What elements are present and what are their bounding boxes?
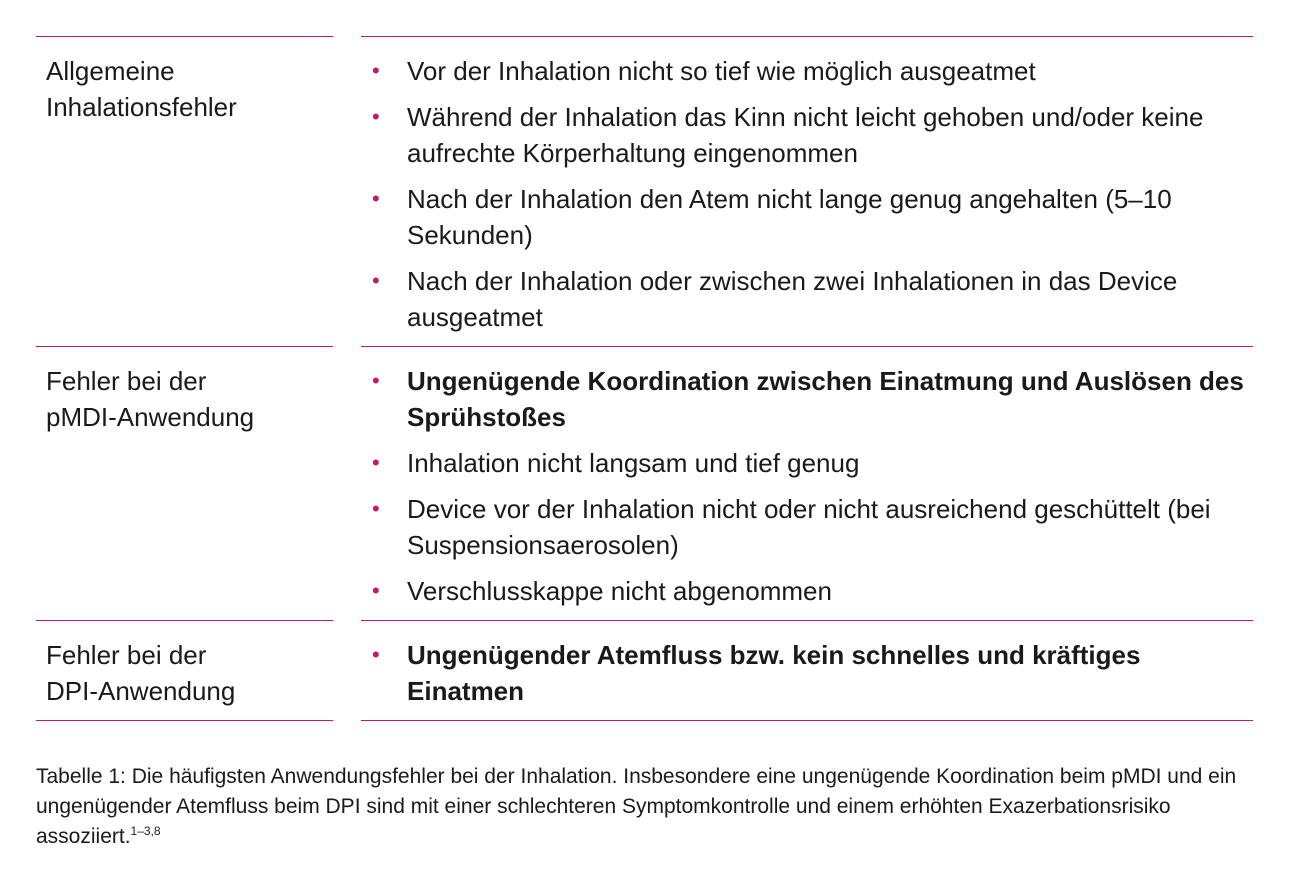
category-line: Allgemeine — [46, 56, 175, 86]
category-line: Inhalationsfehler — [46, 92, 237, 122]
caption-reference: 1–3,8 — [130, 824, 161, 838]
items-cell — [361, 620, 1253, 720]
list-item-text: Ungenügende Koordination zwischen Einatmung und Auslösen des Sprühstoßes — [407, 366, 1244, 432]
bullet-icon: • — [372, 186, 380, 211]
list-item — [361, 573, 1253, 609]
list-item — [361, 99, 1253, 171]
bullet-icon: • — [372, 450, 380, 475]
table-row — [36, 36, 1253, 346]
items-cell — [361, 36, 1253, 346]
list-item-text: Verschlusskappe nicht abgenommen — [407, 576, 832, 606]
bullet-icon: • — [372, 578, 380, 603]
table-row — [36, 620, 1253, 720]
bullet-icon: • — [372, 58, 380, 83]
bullet-icon: • — [372, 268, 380, 293]
table-bottom-rule — [361, 720, 1253, 721]
bullet-icon: • — [372, 496, 380, 521]
list-item — [361, 445, 1253, 481]
category-cell — [36, 36, 333, 346]
list-item — [361, 181, 1253, 253]
list-item — [361, 637, 1253, 709]
category-line: Fehler bei der — [46, 366, 207, 396]
bullet-icon: • — [372, 368, 380, 393]
items-cell — [361, 346, 1253, 620]
list-item — [361, 491, 1253, 563]
list-item — [361, 363, 1253, 435]
list-item-text: Vor der Inhalation nicht so tief wie möglich ausgeatmet — [407, 56, 1036, 86]
table-caption — [36, 762, 1256, 852]
table-bottom-rule — [36, 720, 333, 721]
list-item-text: Nach der Inhalation den Atem nicht lange genug angehalten (5–10 Sekunden) — [407, 184, 1172, 250]
bullet-icon: • — [372, 104, 380, 129]
error-list — [361, 53, 1253, 335]
category-cell — [36, 620, 333, 720]
table-row — [36, 346, 1253, 620]
list-item — [361, 53, 1253, 89]
category-line: Fehler bei der — [46, 640, 207, 670]
list-item-text: Device vor der Inhalation nicht oder nicht ausreichend geschüttelt (bei Suspensionsaerosolen) — [407, 494, 1211, 560]
category-line: DPI-Anwendung — [46, 676, 236, 706]
category-cell — [36, 346, 333, 620]
list-item-text: Nach der Inhalation oder zwischen zwei Inhalationen in das Device ausgeatmet — [407, 266, 1178, 332]
list-item-text: Inhalation nicht langsam und tief genug — [407, 448, 860, 478]
bullet-icon: • — [372, 642, 380, 667]
error-list — [361, 637, 1253, 709]
inhalation-errors-table — [36, 36, 1253, 720]
list-item-text: Ungenügender Atemfluss bzw. kein schnelles und kräftiges Einatmen — [407, 640, 1141, 706]
category-line: pMDI-Anwendung — [46, 402, 255, 432]
error-list — [361, 363, 1253, 609]
list-item — [361, 263, 1253, 335]
list-item-text: Während der Inhalation das Kinn nicht leicht gehoben und/oder keine aufrechte Körperhaltung eingenommen — [407, 102, 1204, 168]
caption-text: Tabelle 1: Die häufigsten Anwendungsfehler bei der Inhalation. Insbesondere eine ungenügende Koordination beim pMDI und ein ungenügender Atemfluss beim DPI sind mit einer schlechteren Symptomkontrolle und einem erhöhten Exazerbationsrisiko assoziiert. — [36, 765, 1237, 848]
